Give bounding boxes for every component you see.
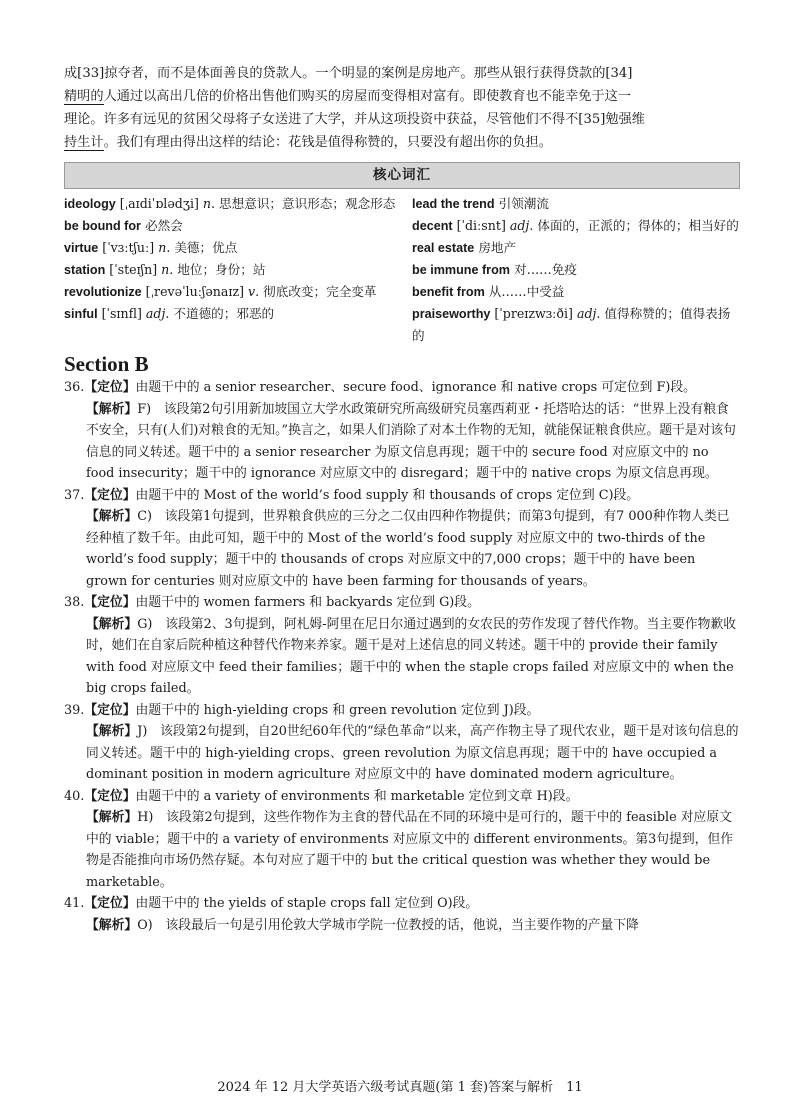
locate-tag: 【定位】 <box>84 487 136 503</box>
analysis-text: G) 该段第2、3句提到，阿札姆-阿里在尼日尔通过遇到的女农民的劳作发现了替代作物。当主要作物歉收时，她们在自家后院种植这种替代作物来养家。题干是对上述信息的同义转述。题干中的 provide their family with food 对应原文中 feed their families；题干中的 when the staple crops failed 对应原文中的 when the big crops failed。 <box>86 616 737 696</box>
analysis-tag: 【解析】 <box>86 509 138 524</box>
analysis-text: F) 该段第2句引用新加坡国立大学水政策研究所高级研究员塞西莉亚・托塔哈达的话：“世界上没有粮食不安全，只有(人们)对粮食的无知。”换言之，如果人们消除了对本土作物的无知，就能保证粮食供应。题干是对该句信息的同义转述。题干中的 a senior researcher 为原文信息再现；题干中的 secure food 对应原文中的 no food insecurity；题干中的 ignorance 对应原文中的 disregard；题干中的 native crops 为原文信息再现。 <box>86 401 736 481</box>
vocab-column-left <box>64 193 402 346</box>
vocab-entry: virtue [ˈvɜːtʃuː] n. 美德；优点 <box>64 240 238 255</box>
section-heading: Section B <box>64 352 149 376</box>
locate-text: 由题干中的 a senior researcher、secure food、ignorance 和 native crops 可定位到 F)段。 <box>135 380 696 395</box>
locate-text: 由题干中的 women farmers 和 backyards 定位到 G)段。 <box>135 595 480 610</box>
vocab-entry: ideology [ˌaɪdiˈɒlədʒi] n. 思想意识；意识形态；观念形态 <box>64 196 396 211</box>
question-list <box>64 377 740 936</box>
vocab-entry: station [ˈsteɪʃn] n. 地位；身份；站 <box>64 262 266 277</box>
question-number: 36. <box>64 380 85 395</box>
vocab-entry: be immune from 对……免疫 <box>412 262 577 277</box>
vocab-entry: lead the trend 引领潮流 <box>412 196 549 211</box>
analysis-text: J) 该段第2句提到，自20世纪60年代的“绿色革命”以来，高产作物主导了现代农业，题干是对该句信息的同义转述。题干中的 high-yielding crops、green revolution 为原文信息再现；题干中的 have occupied a dominant position in modern agriculture 对应原文中的 have dominated modern agriculture。 <box>86 724 739 782</box>
analysis-tag: 【解析】 <box>86 616 138 632</box>
vocab-entry: be bound for 必然会 <box>64 218 183 233</box>
analysis-text: O) 该段最后一句是引用伦敦大学城市学院一位教授的话，他说，当主要作物的产量下降 <box>137 917 639 933</box>
question-item <box>64 592 740 700</box>
intro-line-2: 精明的人通过以高出几倍的价格出售他们购买的房屋而变得相对富有。即使教育也不能幸免于这一 <box>64 89 632 104</box>
question-item <box>64 700 740 786</box>
vocab-section-title: 核心词汇 <box>64 162 740 189</box>
locate-tag: 【定位】 <box>84 788 136 804</box>
locate-tag: 【定位】 <box>84 595 136 610</box>
intro-paragraph <box>64 62 740 154</box>
question-item <box>64 377 740 485</box>
document-page <box>64 62 740 936</box>
analysis-text: C) 该段第1句提到，世界粮食供应的三分之二仅由四种作物提供；而第3句提到，有7 000种作物人类已经种植了数千年。由此可知，题干中的 Most of the world’s food supply 对应原文中的 two-thirds of the world’s food supply；题干中的 thousands of crops 对应原文中的7,000 crops；题干中的 have been grown for centuries 则对应原文中的 have been farming for thousands of years。 <box>86 509 730 589</box>
locate-text: 由题干中的 high-yielding crops 和 green revolution 定位到 J)段。 <box>135 702 540 718</box>
question-number: 38. <box>64 595 85 610</box>
question-number: 40. <box>64 788 85 804</box>
locate-tag: 【定位】 <box>84 380 136 395</box>
vocab-column-right <box>402 193 740 346</box>
analysis-tag: 【解析】 <box>86 917 138 933</box>
locate-text: 由题干中的 the yields of staple crops fall 定位到 O)段。 <box>135 896 479 911</box>
locate-text: 由题干中的 a variety of environments 和 marketable 定位到文章 H)段。 <box>135 788 579 804</box>
question-item <box>64 485 740 593</box>
vocab-entry: revolutionize [ˌrevəˈluːʃənaɪz] v. 彻底改变；完全变革 <box>64 284 377 299</box>
question-number: 41. <box>64 896 85 911</box>
question-number: 37. <box>64 487 85 503</box>
intro-line-1: 成[33]掠夺者，而不是体面善良的贷款人。一个明显的案例是房地产。那些从银行获得贷款的[34] <box>64 66 633 81</box>
underlined-word: 精明的 <box>64 89 104 104</box>
locate-tag: 【定位】 <box>84 896 136 911</box>
question-number: 39. <box>64 702 85 718</box>
analysis-tag: 【解析】 <box>86 401 138 417</box>
vocab-table <box>64 193 740 346</box>
page-footer: 2024 年 12 月大学英语六级考试真题(第 1 套)答案与解析 11 <box>217 1080 583 1095</box>
intro-line-3: 理论。许多有远见的贫困父母将子女送进了大学，并从这项投资中获益，尽管他们不得不[35]勉强维 <box>64 112 645 127</box>
vocab-entry: decent [ˈdiːsnt] adj. 体面的，正派的；得体的；相当好的 <box>412 218 739 233</box>
question-item <box>64 893 740 936</box>
underlined-word: 持生计 <box>64 135 104 150</box>
analysis-text: H) 该段第2句提到，这些作物作为主食的替代品在不同的环境中是可行的，题干中的 feasible 对应原文中的 viable；题干中的 a variety of environments 对应原文中的 different environments。第3句提到，但作物是否能推向市场仍然存疑。本句对应了题干中的 but the critical question was whether they would be marketable。 <box>86 810 734 890</box>
vocab-entry: benefit from 从……中受益 <box>412 284 565 299</box>
analysis-tag: 【解析】 <box>86 810 138 825</box>
vocab-entry: sinful [ˈsɪnfl] adj. 不道德的；邪恶的 <box>64 306 275 321</box>
locate-text: 由题干中的 Most of the world’s food supply 和 thousands of crops 定位到 C)段。 <box>135 487 640 503</box>
intro-line-4: 持生计。我们有理由得出这样的结论：花钱是值得称赞的，只要没有超出你的负担。 <box>64 135 552 150</box>
question-item <box>64 786 740 894</box>
analysis-tag: 【解析】 <box>86 724 138 739</box>
vocab-entry: praiseworthy [ˈpreɪzwɜːði] adj. 值得称赞的；值得表扬的 <box>412 306 731 343</box>
vocab-entry: real estate 房地产 <box>412 240 517 255</box>
locate-tag: 【定位】 <box>84 702 136 718</box>
